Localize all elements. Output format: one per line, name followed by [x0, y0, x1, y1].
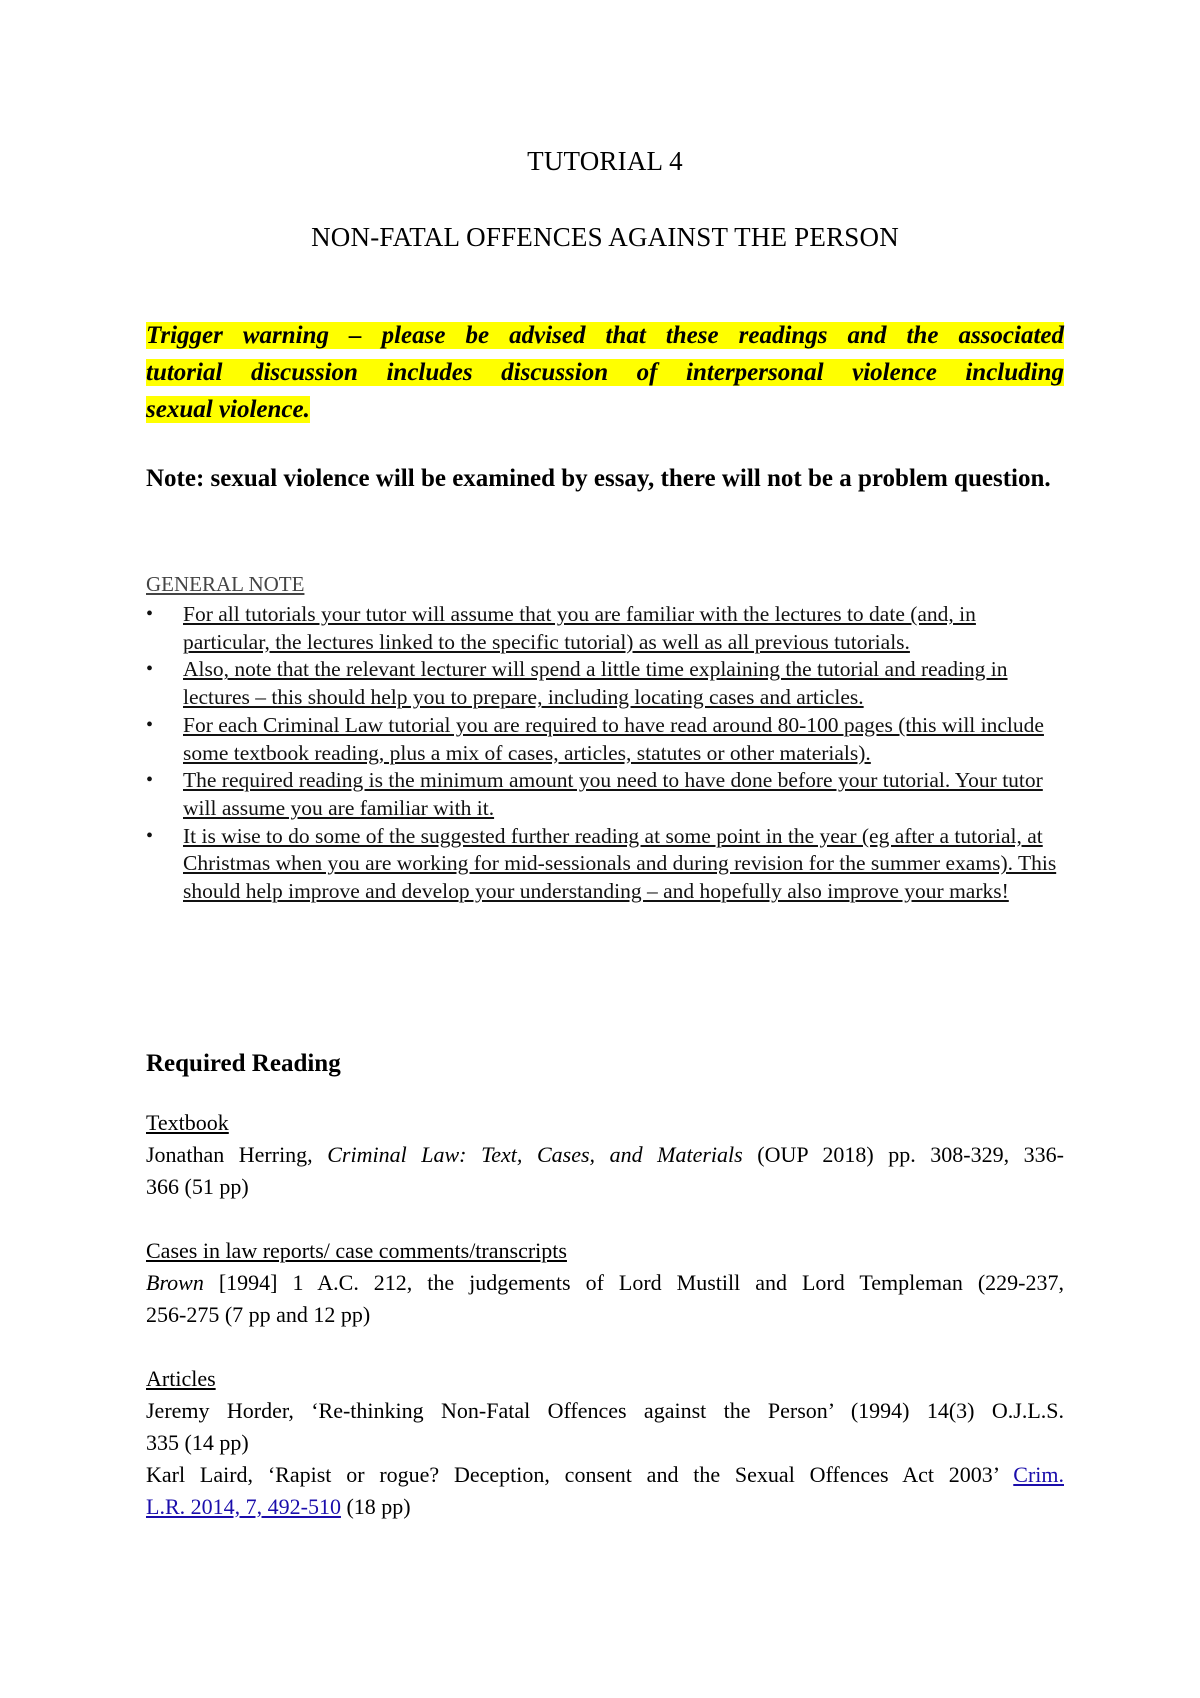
- general-note-label: GENERAL NOTE: [146, 572, 305, 596]
- article-laird-ref: L.R. 2014, 7, 492-510 (18 pp): [146, 1494, 411, 1519]
- article-horder: Jeremy Horder, ‘Re-thinking Non-Fatal Offences against the Person’ (1994) 14(3) O.J.L.S.: [146, 1398, 1064, 1423]
- general-note-list: [146, 601, 1064, 906]
- bullet-icon: •: [146, 603, 154, 625]
- textbook-section: [146, 1107, 1064, 1203]
- trigger-warning: [146, 317, 1064, 428]
- cases-label: Cases in law reports/ case comments/transcripts: [146, 1238, 567, 1263]
- bullet-icon: •: [146, 769, 154, 792]
- warning-line-1: Trigger warning – please be advised that these readings and the associated: [146, 322, 1064, 349]
- textbook-title: Criminal Law: Text, Cases, and Materials: [327, 1142, 743, 1167]
- cases-section: [146, 1235, 1064, 1331]
- bullet-icon: •: [146, 824, 154, 847]
- bullet-icon: •: [146, 713, 154, 736]
- articles-section: [146, 1363, 1064, 1523]
- crim-lr-link[interactable]: Crim.: [1013, 1462, 1064, 1487]
- page-subtitle: NON-FATAL OFFENCES AGAINST THE PERSON: [311, 222, 899, 252]
- textbook-citation: Jonathan Herring, Criminal Law: Text, Cases, and Materials (OUP 2018) pp. 308-329, 336-: [146, 1142, 1065, 1167]
- bullet-icon: •: [146, 658, 154, 681]
- crim-lr-link-cont[interactable]: L.R. 2014, 7, 492-510: [146, 1494, 341, 1519]
- warning-line-2: tutorial discussion includes discussion of interpersonal violence including: [146, 359, 1064, 386]
- article-laird: Karl Laird, ‘Rapist or rogue? Deception, consent and the Sexual Offences Act 2003’ Crim.: [146, 1462, 1064, 1487]
- list-item: • For all tutorials your tutor will assume that you are familiar with the lectures to date (and, in particular, the lectures linked to the specific tutorial) as well as all previous tutorials.: [146, 602, 976, 654]
- required-reading-heading: Required Reading: [146, 1050, 341, 1077]
- warning-line-3: sexual violence.: [146, 396, 310, 423]
- exam-note: Note: sexual violence will be examined by essay, there will not be a problem question.: [146, 465, 1051, 492]
- articles-label: Articles: [146, 1366, 216, 1391]
- list-item: • For each Criminal Law tutorial you are required to have read around 80-100 pages (this will include some textbook reading, plus a mix of cases, articles, statutes or other materials).: [146, 712, 1044, 765]
- textbook-pages: 366 (51 pp): [146, 1174, 249, 1199]
- list-item: • The required reading is the minimum amount you need to have done before your tutorial. Your tutor will assume you are familiar with it.: [146, 768, 1043, 820]
- case-pages: 256-275 (7 pp and 12 pp): [146, 1302, 371, 1327]
- page-title: TUTORIAL 4: [527, 146, 683, 176]
- list-item: • It is wise to do some of the suggested further reading at some point in the year (eg after a tutorial, at Christmas when you are working for mid-sessionals and during revision for the summer exams). This should help improve and develop your understanding – and hopefully also improve your marks!: [146, 823, 1057, 904]
- list-item: • Also, note that the relevant lecturer will spend a little time explaining the tutorial and reading in lectures – this should help you to prepare, including locating cases and articles.: [146, 657, 1008, 710]
- case-name: Brown: [146, 1270, 204, 1295]
- article-horder-pages: 335 (14 pp): [146, 1430, 249, 1455]
- case-citation: Brown [1994] 1 A.C. 212, the judgements of Lord Mustill and Lord Templeman (229-237,: [146, 1270, 1064, 1295]
- textbook-label: Textbook: [146, 1110, 229, 1135]
